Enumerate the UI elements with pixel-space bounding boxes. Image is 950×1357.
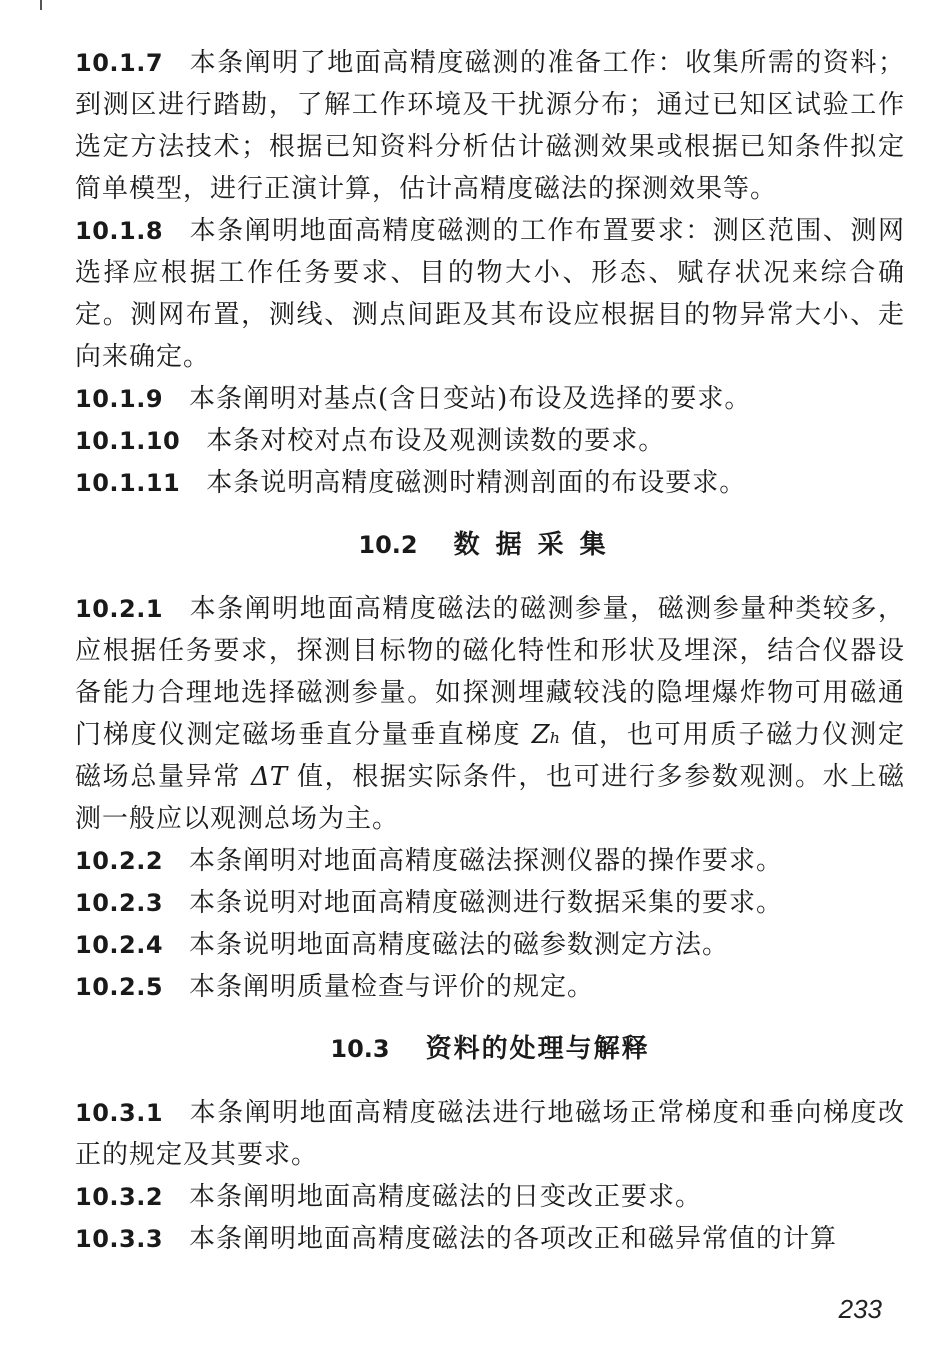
clause-text: 本条阐明地面高精度磁法的日变改正要求。 [189,1182,703,1212]
clause-number: 10.1.9 [75,385,164,413]
clause-text: 本条阐明地面高精度磁测的工作布置要求：测区范围、测网选择应根据工作任务要求、目的物大小、形态、赋存状况来综合确定。测网布置，测线、测点间距及其布设应根据目的物异常大小、走向来确定。 [75,216,905,372]
section-heading-10-3 [75,1028,905,1070]
clause-10-2-3 [75,882,905,924]
page-number: 233 [838,1294,882,1324]
clause-number: 10.2.2 [75,847,164,875]
section-title: 数据采集 [453,530,622,560]
clause-text-part-b: 值，也可用质子磁力仪测定磁场总量异常 [75,720,906,792]
document-body [75,42,905,1260]
clause-number: 10.3.3 [75,1225,164,1253]
clause-number: 10.2.4 [75,931,164,959]
clause-number: 10.1.11 [75,469,181,497]
clause-10-1-10 [75,420,905,462]
math-delta-t: ΔT [250,762,288,792]
clause-text: 本条说明地面高精度磁法的磁参数测定方法。 [189,930,730,960]
clause-text: 本条说明对地面高精度磁测进行数据采集的要求。 [189,888,784,918]
clause-10-1-9 [75,378,905,420]
clause-text: 本条阐明质量检查与评价的规定。 [189,972,595,1002]
clause-10-2-1 [75,588,905,840]
clause-text: 本条阐明地面高精度磁法的各项改正和磁异常值的计算 [189,1224,838,1254]
clause-text: 本条阐明了地面高精度磁测的准备工作：收集所需的资料；到测区进行踏勘，了解工作环境及干扰源分布；通过已知区试验工作选定方法技术；根据已知资料分析估计磁测效果或根据已知条件拟定简单模型，进行正演计算，估计高精度磁法的探测效果等。 [75,48,905,204]
clause-number: 10.1.10 [75,427,181,455]
clause-number: 10.1.7 [75,49,164,77]
clause-10-3-1 [75,1092,905,1176]
clause-10-2-4 [75,924,905,966]
clause-number: 10.2.5 [75,973,164,1001]
clause-text: 本条说明高精度磁测时精测剖面的布设要求。 [206,468,747,498]
clause-10-3-2 [75,1176,905,1218]
clause-10-1-8 [75,210,905,378]
clause-text-part-a: 本条阐明地面高精度磁法的磁测参量，磁测参量种类较多，应根据任务要求，探测目标物的磁化特性和形状及埋深，结合仪器设备能力合理地选择磁测参量。如探测埋藏较浅的隐埋爆炸物可用磁通门梯度仪测定磁场垂直分量垂直梯度 [75,594,905,750]
section-number: 10.2 [358,531,418,559]
clause-text-part-c: 值，根据实际条件，也可进行多参数观测。水上磁测一般应以观测总场为主。 [75,762,906,834]
clause-number: 10.2.3 [75,889,164,917]
clause-number: 10.1.8 [75,217,164,245]
section-title: 资料的处理与解释 [425,1034,650,1064]
clause-text: 本条阐明对基点(含日变站)布设及选择的要求。 [189,384,752,414]
section-number: 10.3 [330,1035,390,1063]
clause-number: 10.3.2 [75,1183,164,1211]
clause-text: 本条阐明对地面高精度磁法探测仪器的操作要求。 [189,846,784,876]
clause-10-1-7 [75,42,905,210]
clause-text: 本条对校对点布设及观测读数的要求。 [206,426,666,456]
clause-text: 本条阐明地面高精度磁法进行地磁场正常梯度和垂向梯度改正的规定及其要求。 [75,1098,905,1170]
clause-10-1-11 [75,462,905,504]
clause-10-2-2 [75,840,905,882]
clause-number: 10.3.1 [75,1099,164,1127]
math-zh: Zₕ [531,720,561,750]
scan-mark [40,0,42,10]
clause-10-2-5 [75,966,905,1008]
clause-10-3-3 [75,1218,905,1260]
clause-number: 10.2.1 [75,595,164,623]
section-heading-10-2 [75,524,905,566]
